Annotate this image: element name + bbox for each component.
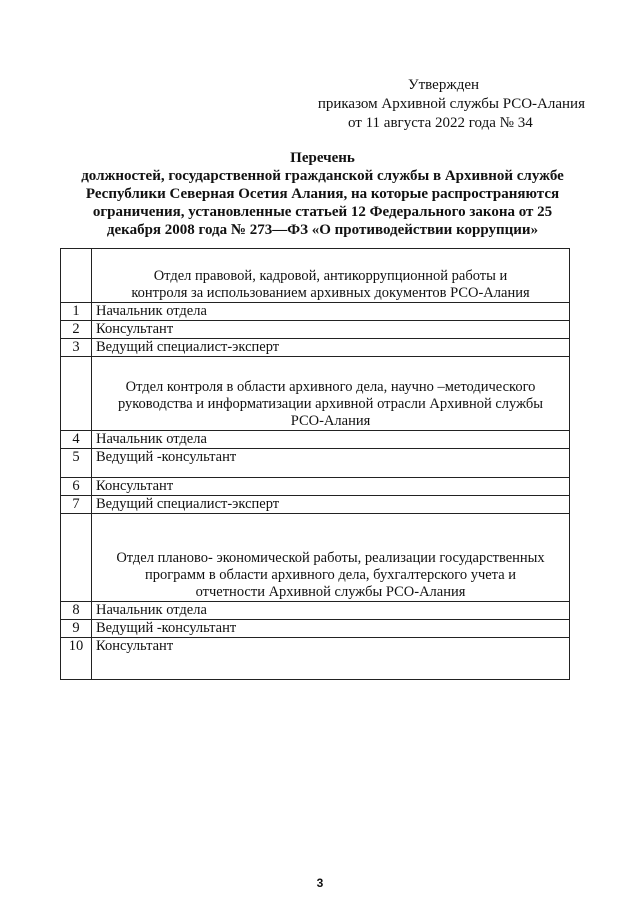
position-title: Консультант bbox=[92, 478, 570, 496]
section-header-line: руководства и информатизации архивной отрасли Архивной службы bbox=[117, 396, 544, 412]
position-title: Ведущий специалист-эксперт bbox=[92, 339, 570, 357]
section-header-line: Отдел планово- экономической работы, реализации государственных bbox=[116, 550, 545, 566]
section-header-row bbox=[61, 249, 570, 303]
table-row bbox=[61, 478, 570, 496]
section-header-line: отчетности Архивной службы РСО-Алания bbox=[195, 584, 466, 600]
document-title bbox=[70, 149, 575, 239]
position-title: Начальник отдела bbox=[92, 431, 570, 449]
section-header-line: Отдел контроля в области архивного дела, научно –методического bbox=[125, 379, 536, 395]
page-number: 3 bbox=[316, 876, 324, 890]
position-title: Ведущий -консультант bbox=[92, 620, 570, 638]
section-header bbox=[92, 249, 570, 303]
row-number: 4 bbox=[61, 431, 92, 449]
position-title: Консультант bbox=[92, 638, 570, 680]
section-header-line: РСО-Алания bbox=[290, 413, 371, 429]
row-number: 2 bbox=[61, 321, 92, 339]
title-line: ограничения, установленные статьей 12 Федерального закона от 25 bbox=[92, 204, 553, 220]
positions-table bbox=[60, 248, 570, 680]
table-row bbox=[61, 303, 570, 321]
position-title: Начальник отдела bbox=[92, 602, 570, 620]
position-title: Ведущий специалист-эксперт bbox=[92, 496, 570, 514]
table-row bbox=[61, 431, 570, 449]
title-heading: Перечень bbox=[290, 150, 355, 166]
table-row bbox=[61, 449, 570, 478]
approval-line-approved: Утвержден bbox=[408, 77, 480, 93]
section-header-line: контроля за использованием архивных документов РСО-Алания bbox=[131, 285, 530, 301]
row-number: 3 bbox=[61, 339, 92, 357]
position-title: Начальник отдела bbox=[92, 303, 570, 321]
section-header bbox=[92, 514, 570, 602]
row-number: 9 bbox=[61, 620, 92, 638]
table-row bbox=[61, 620, 570, 638]
row-number: 5 bbox=[61, 449, 92, 478]
table-row bbox=[61, 321, 570, 339]
title-line: декабря 2008 года № 273—ФЗ «О противодействии коррупции» bbox=[106, 222, 539, 238]
approval-stamp bbox=[300, 76, 585, 133]
section-header bbox=[92, 357, 570, 431]
section-header-row bbox=[61, 357, 570, 431]
title-line: Республики Северная Осетия Алания, на которые распространяются bbox=[85, 186, 560, 202]
table-row bbox=[61, 602, 570, 620]
section-number-cell bbox=[61, 249, 92, 303]
section-header-line: Отдел правовой, кадровой, антикоррупционной работы и bbox=[153, 268, 508, 284]
title-line: должностей, государственной гражданской службы в Архивной службе bbox=[81, 168, 564, 184]
row-number: 8 bbox=[61, 602, 92, 620]
section-header-row bbox=[61, 514, 570, 602]
section-number-cell bbox=[61, 514, 92, 602]
section-header-line: программ в области архивного дела, бухгалтерского учета и bbox=[144, 567, 517, 583]
row-number: 7 bbox=[61, 496, 92, 514]
section-number-cell bbox=[61, 357, 92, 431]
row-number: 6 bbox=[61, 478, 92, 496]
table-row bbox=[61, 339, 570, 357]
approval-line-date: от 11 августа 2022 года № 34 bbox=[348, 115, 533, 131]
row-number: 10 bbox=[61, 638, 92, 680]
table-row bbox=[61, 638, 570, 680]
position-title: Консультант bbox=[92, 321, 570, 339]
approval-line-order: приказом Архивной службы РСО-Алания bbox=[317, 96, 585, 112]
row-number: 1 bbox=[61, 303, 92, 321]
position-title: Ведущий -консультант bbox=[92, 449, 570, 478]
table-row bbox=[61, 496, 570, 514]
